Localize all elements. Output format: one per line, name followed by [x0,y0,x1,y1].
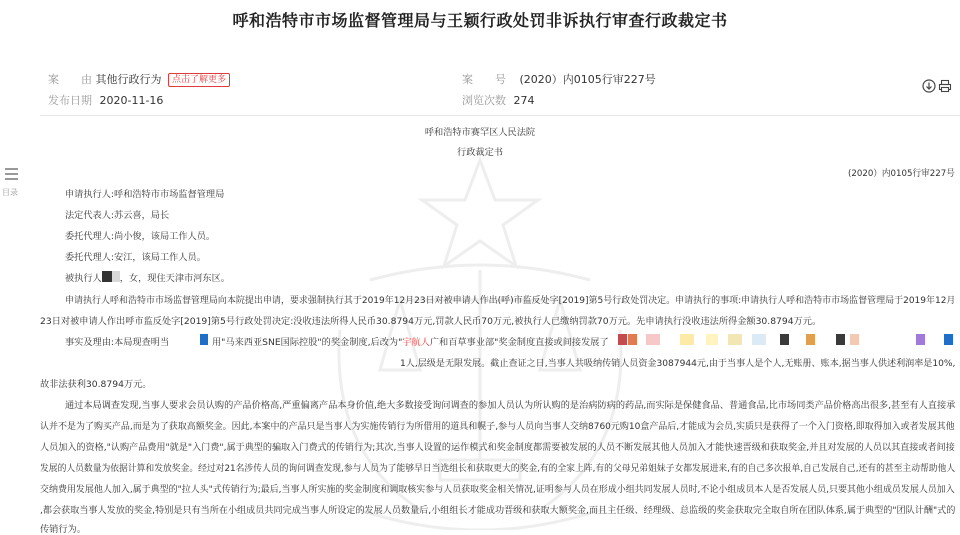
facts-tail-text: 广和百草事业部"奖金制度直接或间接发展了 [429,337,609,348]
header-divider [40,115,960,116]
redaction-swatch [780,334,789,345]
paragraph-line: 23日对被申请人作出呼市监反处字[2019]第5号行政处罚决定:没收违法所得人民币30.8794万元,罚款人民币70万元,被执行人已缴纳罚款70万元。先申请执行没收违法所得金额30.8794万元。 [40,316,822,327]
redaction-swatch [836,334,845,345]
facts-mid [212,334,609,348]
redaction-swatch [680,334,694,345]
menu-icon [5,168,18,183]
redaction-swatch [916,334,925,345]
redaction-block [112,271,120,282]
redaction-swatch [850,334,859,345]
redaction-swatch [752,334,766,345]
paragraph-line: 通过本局调查发现,当事人要求会员认购的产品价格高,严重偏离产品本身价值,绝大多数接受询问调查的参加人员认为所认购的是治病防病的药品,而实际是保健食品、普通食品,比市场同类产品价格高出很多,甚至有人直接承 [65,400,956,411]
case-number-value: (2020）内0105行审227号 [519,73,656,86]
view-count [462,92,535,108]
case-cause-value: 其他行政行为 [95,73,162,86]
paragraph-line: 传销行为。 [40,524,86,535]
view-count-label: 浏览次数 [462,94,506,107]
paragraph-line: 发展的人员数量为依据计算和发放奖金。经过对21名涉传人员的询问调查发现,参与人员为了能够早日当选组长和获取更大的奖金,有的全家上阵,有的父母兄弟姐妹子女都发展进来,有的自己多次报单,自己发展自己,还有的甚至主动帮助他人 [40,463,956,474]
paragraph-line: 认并不是为了购买产品,而是为了获取高额奖金。因此,本案中的产品只是当事人为实施传销行为所借用的道具和幌子,参与人员向当事人交纳8760元购10盒产品后,才能成为会员,实质只是获得了一个入门资格,即取得加入或者发展其他 [40,421,955,432]
paragraph-line: ,都会获取当事人发放的奖金,特别是只有当所在小组成员共同完成当事人所设定的发展人员数量后,小组组长才能成功晋级和获取大额奖金,而且主任级、经理级、总监级的奖金获取完全取自所在团队体系,属于典型的"团队计酬"式的 [40,505,956,516]
paragraph-line: 故非法获利30.8794万元。 [40,379,152,390]
party-line: 委托代理人:尚小俊，该局工作人员。 [65,231,216,242]
party-line: 申请执行人:呼和浩特市市场监督管理局 [65,189,225,200]
case-cause-label: 案 由 [48,73,92,86]
download-icon[interactable] [922,78,936,92]
redaction-swatch [200,334,208,345]
facts-mid-text: 用"马来西亚SNE国际控股"的奖金制度,后改为" [212,337,403,348]
party-line: 法定代表人:苏云喜，局长 [65,210,170,221]
paragraph-line: 交纳费用发展他人加入,属于典型的"拉人头"式传销行为;最后,当事人所实施的奖金制度和调取核实参与人员获取奖金相关情况,证明参与人员在形成小组共同发展人员时,不论小组成员本人是否发展人员,只要其他小组成员发展人员加入 [40,484,955,495]
publish-date [48,92,163,108]
publish-date-label: 发布日期 [48,94,92,107]
paragraph-line: 1人,层级是无限发展。截止查证之日,当事人共吸纳传销人员资金3087944元,由于当事人是个人,无账册、账本,据当事人供述利润率是10%, [400,358,956,369]
print-icon[interactable] [938,78,952,92]
redaction-swatch [706,334,718,345]
case-number [462,71,656,87]
case-cause [48,71,230,87]
learn-more-tag[interactable]: 点击了解更多 [168,73,230,87]
respondent-line [65,270,230,284]
redaction-swatch [628,334,637,345]
paragraph-line: 申请执行人呼和浩特市市场监督管理局向本院提出申请，要求强制执行其于2019年12月23日对被申请人作出(呼)市监反处字[2019]第5号行政处罚决定。申请执行的事项:申请执行人呼和浩特市市场监督管理局于2019年12月 [65,295,956,306]
document-title: 呼和浩特市市场监督管理局与王颖行政处罚非诉执行审查行政裁定书 [232,11,728,30]
party-line: 委托代理人:安江，该局工作人员。 [65,252,206,263]
redaction-swatch [728,334,742,345]
redaction-swatch [646,334,660,345]
redaction-swatch [944,334,953,345]
respondent-suffix: ，女，现住天津市河东区。 [119,273,230,284]
document-case-number: (2020）内0105行审227号 [848,168,955,179]
toc-label: 目录 [2,188,18,197]
redaction-swatch [806,334,815,345]
respondent-prefix: 被执行人 [65,273,102,284]
facts-prefix: 事实及理由:本局现查明当 [65,337,170,348]
court-name: 呼和浩特市赛罕区人民法院 [424,127,536,138]
document-type: 行政裁定书 [457,147,503,158]
view-count-value: 274 [513,94,535,107]
redaction-swatch [618,334,627,345]
highlight-text: 宇航人 [402,337,430,348]
case-number-label: 案 号 [462,73,506,86]
publish-date-value: 2020-11-16 [99,94,164,107]
redaction-block [102,271,112,282]
paragraph-line: 人员加入的资格,"认购产品费用"就是"入门费",属于典型的骗取入门费式的传销行为;其次,当事人设置的运作模式和奖金制度都需要被发展的人员不断发展其他人员加入才能快速晋级和获取奖金,并且对发展的人员以其直接或者间接 [40,442,955,453]
facts-line [65,334,169,348]
